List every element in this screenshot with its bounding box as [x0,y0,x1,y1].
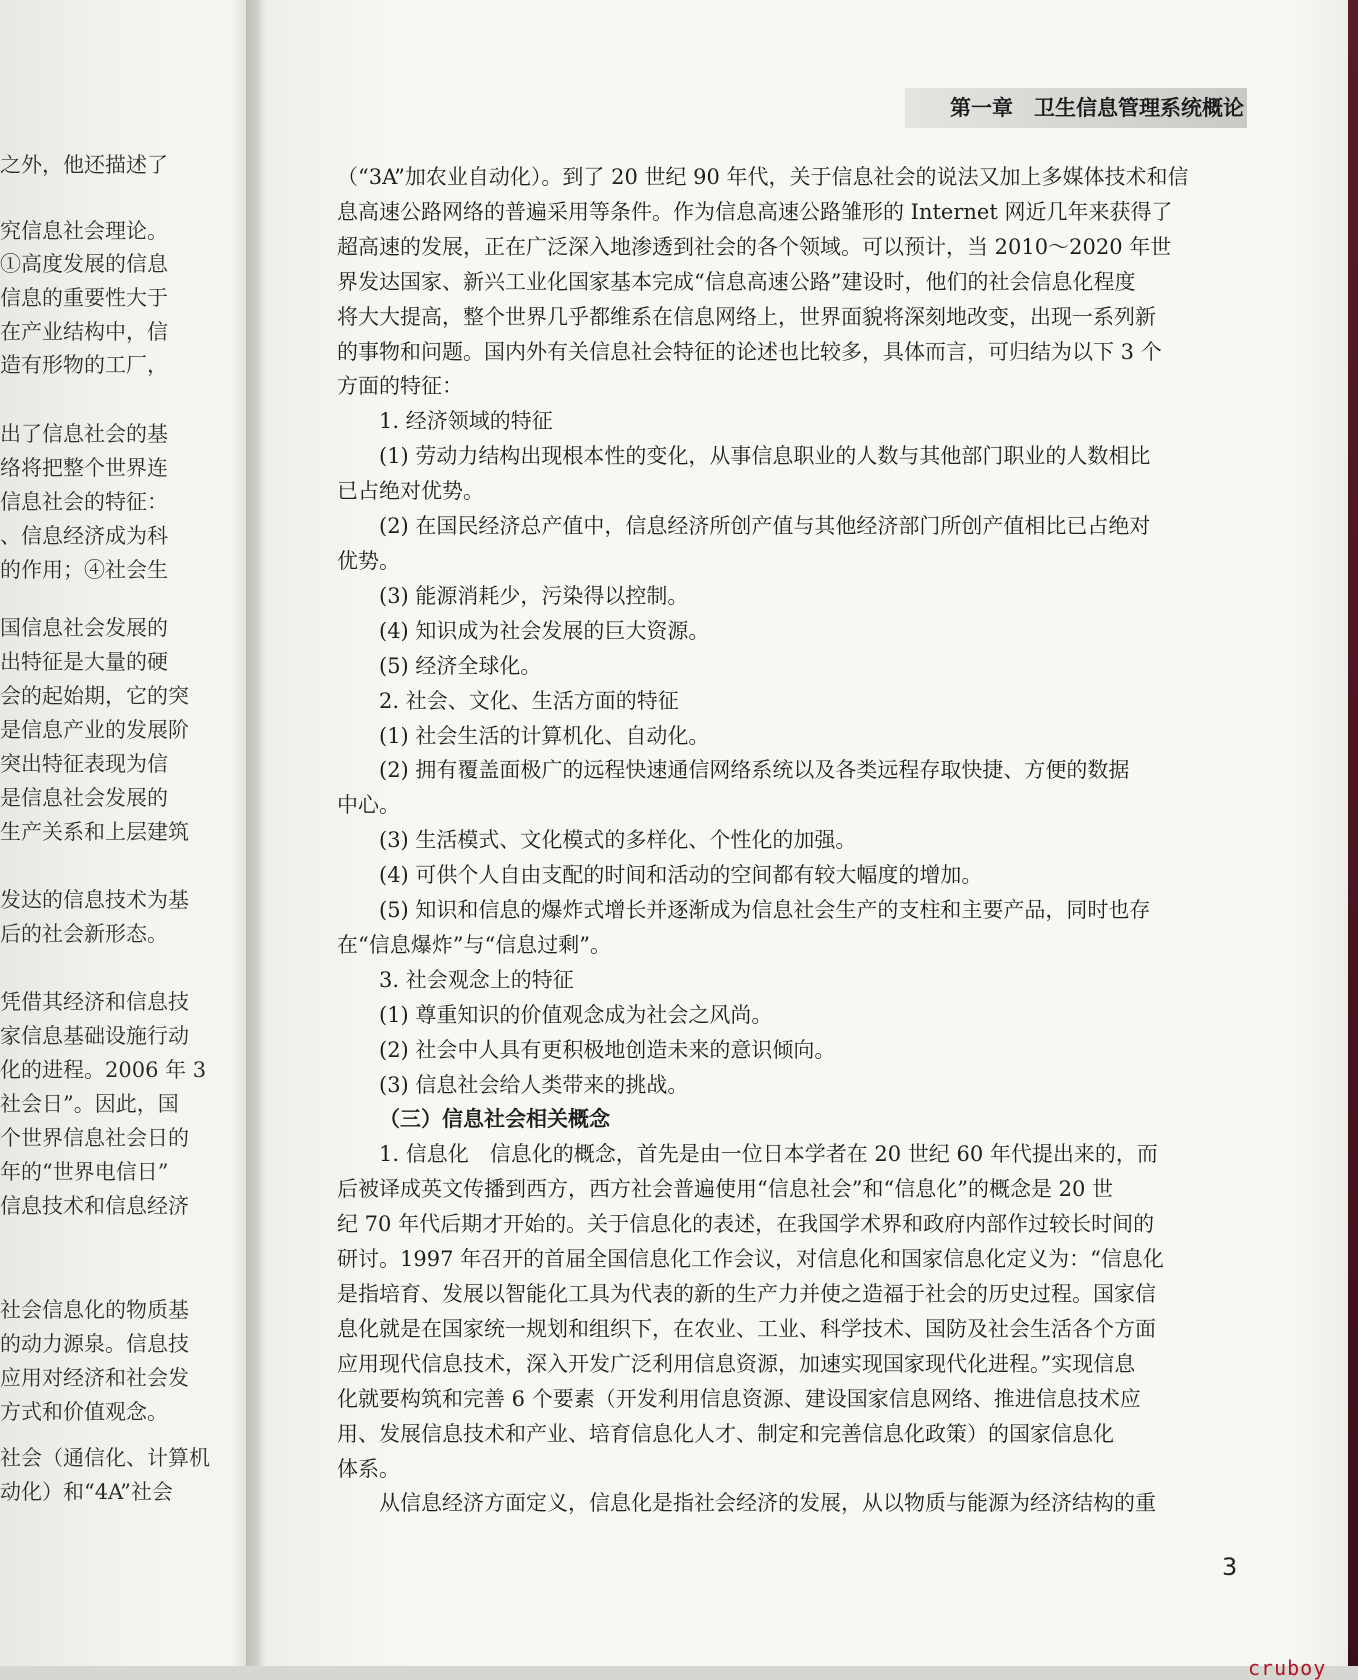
left-line: 后的社会新形态。 [0,922,168,946]
left-line: 是信息产业的发展阶 [0,718,189,742]
left-line: 突出特征表现为信 [0,752,168,776]
left-line: 应用对经济和社会发 [0,1366,189,1390]
section-heading: 3. 社会观念上的特征 [379,967,574,992]
subsection-heading: （三）信息社会相关概念 [379,1107,610,1132]
left-line: 动化）和“4A”社会 [0,1480,173,1504]
left-line: 生产关系和上层建筑 [0,820,189,844]
text-line: 界发达国家、新兴工业化国家基本完成“信息高速公路”建设时，他们的社会信息化程度 [337,269,1136,294]
text-line: 在“信息爆炸”与“信息过剩”。 [337,932,611,957]
left-line: 出特征是大量的硬 [0,650,168,674]
left-line: 信息的重要性大于 [0,286,168,310]
text-line: 研讨。1997 年召开的首届全国信息化工作会议，对信息化和国家信息化定义为：“信息化 [337,1247,1164,1272]
main-text-body [337,160,1249,1521]
text-line: (1) 劳动力结构出现根本性的变化，从事信息职业的人数与其他部门职业的人数相比 [379,444,1151,469]
text-line: 从信息经济方面定义，信息化是指社会经济的发展，从以物质与能源为经济结构的重 [379,1491,1156,1516]
scan-bottom-edge [0,1666,1358,1680]
text-line: 优势。 [337,548,400,573]
watermark: cruboy [1248,1656,1327,1680]
text-line: 方面的特征： [337,374,463,399]
text-line: 应用现代信息技术，深入开发广泛利用信息资源，加速实现国家现代化进程。”实现信息 [337,1351,1136,1376]
left-line: 方式和价值观念。 [0,1400,168,1424]
left-line: 是信息社会发展的 [0,786,168,810]
left-line: 个世界信息社会日的 [0,1126,189,1150]
text-line: 息化就是在国家统一规划和组织下，在农业、工业、科学技术、国防及社会生活各个方面 [337,1316,1156,1341]
left-line: 家信息基础设施行动 [0,1024,189,1048]
section-heading: 2. 社会、文化、生活方面的特征 [379,688,679,713]
book-cover-edge [1348,0,1358,1680]
left-line: 出了信息社会的基 [0,422,168,446]
left-line: 之外，他还描述了 [0,153,168,177]
text-line: 的事物和问题。国内外有关信息社会特征的论述也比较多，具体而言，可归结为以下 3 个 [337,339,1162,364]
section-heading: 1. 经济领域的特征 [379,409,553,434]
text-line: （“3A”加农业自动化）。到了 20 世纪 90 年代，关于信息社会的说法又加上多媒体技术和信 [337,165,1189,189]
text-line: (2) 社会中人具有更积极地创造未来的意识倾向。 [379,1037,836,1062]
text-line: 是指培育、发展以智能化工具为代表的新的生产力并使之造福于社会的历史过程。国家信 [337,1282,1156,1306]
text-line: (4) 可供个人自由支配的时间和活动的空间都有较大幅度的增加。 [379,863,983,888]
left-line: 信息社会的特征： [0,490,168,514]
text-line: 1. 信息化 信息化的概念，首先是由一位日本学者在 20 世纪 60 年代提出来的，而 [379,1142,1158,1167]
left-line: 年的“世界电信日” [0,1160,169,1184]
left-line: 、信息经济成为科 [0,524,168,548]
left-line: 社会信息化的物质基 [0,1298,189,1322]
left-line: 凭借其经济和信息技 [0,990,189,1014]
left-line: 究信息社会理论。 [0,219,168,243]
left-line: 信息技术和信息经济 [0,1194,189,1218]
text-line: 用、发展信息技术和产业、培育信息化人才、制定和完善信息化政策）的国家信息化 [337,1421,1114,1446]
text-line: 后被译成英文传播到西方，西方社会普遍使用“信息社会”和“信息化”的概念是 20 世 [337,1177,1114,1202]
text-line: (5) 经济全球化。 [379,653,542,678]
left-line: 造有形物的工厂， [0,353,168,377]
left-line: 化的进程。2006 年 3 [0,1058,207,1082]
text-line: (5) 知识和信息的爆炸式增长并逐渐成为信息社会生产的支柱和主要产品，同时也存 [379,898,1151,923]
text-line: (3) 生活模式、文化模式的多样化、个性化的加强。 [379,828,857,853]
page-number: 3 [1222,1553,1238,1581]
book-gutter-shadow [246,0,264,1680]
left-line: 络将把整个世界连 [0,456,168,480]
left-line: 国信息社会发展的 [0,616,168,640]
text-line: 超高速的发展，正在广泛深入地渗透到社会的各个领域。可以预计，当 2010～2020 年世 [337,234,1172,259]
chapter-title: 第一章 卫生信息管理系统概论 [950,96,1244,120]
text-line: (3) 能源消耗少，污染得以控制。 [379,583,689,608]
left-line: 在产业结构中，信 [0,320,168,344]
text-line: (2) 拥有覆盖面极广的远程快速通信网络系统以及各类远程存取快捷、方便的数据 [379,758,1130,783]
text-line: 化就要构筑和完善 6 个要素（开发利用信息资源、建设国家信息网络、推进信息技术应 [337,1386,1141,1411]
text-line: (2) 在国民经济总产值中，信息经济所创产值与其他经济部门所创产值相比已占绝对 [379,514,1151,539]
text-line: 体系。 [337,1456,400,1481]
text-line: (1) 社会生活的计算机化、自动化。 [379,723,710,748]
left-line: 会的起始期，它的突 [0,684,189,708]
text-line: 已占绝对优势。 [337,479,484,504]
text-line: 将大大提高，整个世界几乎都维系在信息网络上，世界面貌将深刻地改变，出现一系列新 [337,304,1156,329]
left-line: 的动力源泉。信息技 [0,1332,189,1356]
text-line: 中心。 [337,793,400,818]
left-line: ①高度发展的信息 [0,252,168,276]
left-line: 社会（通信化、计算机 [0,1446,210,1470]
left-page-fragment [0,0,258,1680]
left-line: 发达的信息技术为基 [0,888,189,912]
text-line: 息高速公路网络的普遍采用等条件。作为信息高速公路雏形的 Internet 网近几年来获得了 [337,199,1173,224]
text-line: 纪 70 年代后期才开始的。关于信息化的表述，在我国学术界和政府内部作过较长时间的 [337,1212,1155,1237]
text-line: (3) 信息社会给人类带来的挑战。 [379,1072,689,1097]
text-line: (4) 知识成为社会发展的巨大资源。 [379,618,710,643]
text-line: (1) 尊重知识的价值观念成为社会之风尚。 [379,1002,773,1027]
left-line: 社会日”。因此，国 [0,1092,179,1116]
left-line: 的作用；④社会生 [0,558,168,582]
